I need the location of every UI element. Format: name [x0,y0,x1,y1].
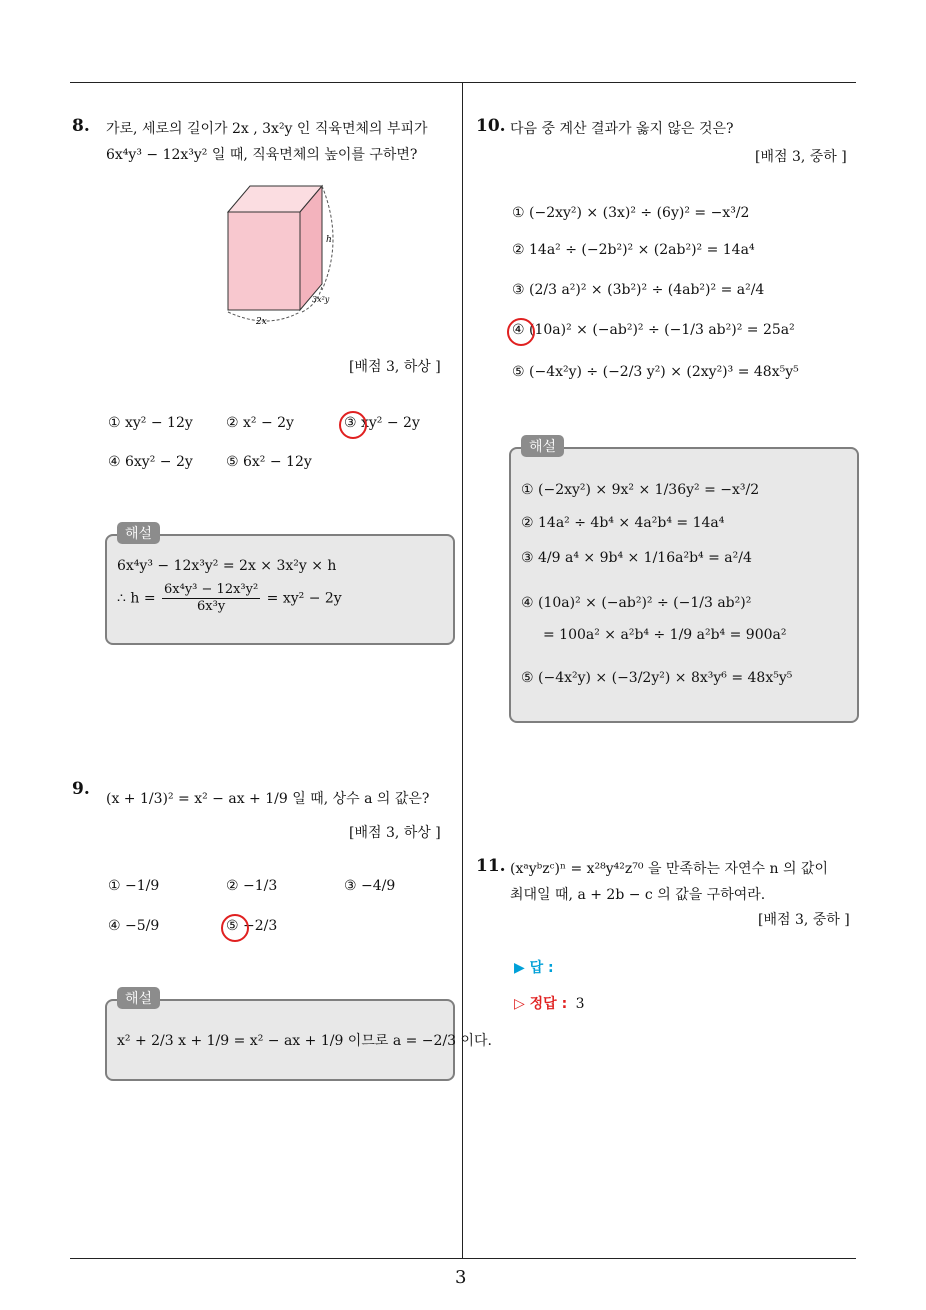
fraction-numerator: 6x⁴y³ − 12x³y² [164,582,259,597]
choice-5: ⑤ 6x² − 12y [226,454,312,470]
solution-line-3: ③ 4/9 a⁴ × 9b⁴ × 1/16a²b⁴ = a²/4 [521,550,752,566]
score-label: [배점 3, 중하 ] [758,912,850,928]
figure-label-depth: 3x²y [312,295,330,304]
solution-result: = xy² − 2y [266,590,342,607]
solution-line-1: 6x⁴y³ − 12x³y² = 2x × 3x²y × h [117,558,337,574]
answer-circle-mark [339,411,367,439]
score-label: [배점 3, 하상 ] [349,825,441,841]
question-text: 가로, 세로의 길이가 2x , 3x²y 인 직육면체의 부피가 [106,121,428,137]
correct-answer-value: 3 [575,996,585,1012]
question-number: 8. [72,116,90,136]
figure-label-width: 2x [256,317,267,327]
choice-1: ① −1/9 [108,878,160,894]
answer-circle-mark [507,318,535,346]
solution-line-2 [117,582,342,615]
choice-4: ④ (10a)² × (−ab²)² ÷ (−1/3 ab²)² = 25a² [512,322,795,338]
solution-line-6: ⑤ (−4x²y) × (−3/2y²) × 8x³y⁶ = 48x⁵y⁵ [521,670,793,686]
top-rule [70,82,856,83]
solution-line-4: ④ (10a)² × (−ab²)² ÷ (−1/3 ab²)² [521,595,752,611]
correct-answer-row [514,993,585,1013]
choice-1: ① (−2xy²) × (3x)² ÷ (6y)² = −x³/2 [512,205,750,221]
choice-3: ③ xy² − 2y [344,415,420,431]
solution-tag: 해설 [117,987,160,1009]
choice-1: ① xy² − 12y [108,415,193,431]
question-text: 최대일 때, a + 2b − c 의 값을 구하여라. [510,887,766,903]
fraction-denominator: 6x³y [197,599,226,614]
choice-2: ② −1/3 [226,878,278,894]
question-text: 다음 중 계산 결과가 옳지 않은 것은? [510,121,734,137]
cuboid-figure [222,180,342,330]
solution-tag: 해설 [117,522,160,544]
choice-4: ④ 6xy² − 2y [108,454,193,470]
page-number: 3 [455,1267,467,1288]
choice-4: ④ −5/9 [108,918,160,934]
question-number: 11. [476,856,506,876]
solution-line-1: ① (−2xy²) × 9x² × 1/36y² = −x³/2 [521,482,760,498]
solution-prefix: ∴ h = [117,590,156,607]
solution-line-5: = 100a² × a²b⁴ ÷ 1/9 a²b⁴ = 900a² [543,627,787,643]
answer-label: ▶ 답 : [514,960,554,976]
choice-5: ⑤ −2/3 [226,918,278,934]
choice-3: ③ −4/9 [344,878,396,894]
solution-fraction [162,582,260,615]
question-number: 10. [476,116,506,136]
score-label: [배점 3, 하상 ] [349,359,441,375]
choice-3: ③ (2/3 a²)² × (3b²)² ÷ (4ab²)² = a²/4 [512,282,765,298]
choice-2: ② x² − 2y [226,415,294,431]
solution-line: x² + 2/3 x + 1/9 = x² − ax + 1/9 이므로 a = −2/3 이다. [117,1033,493,1049]
bottom-rule [70,1258,856,1259]
solution-tag: 해설 [521,435,564,457]
choice-2: ② 14a² ÷ (−2b²)² × (2ab²)² = 14a⁴ [512,242,755,258]
question-text: 6x⁴y³ − 12x³y² 일 때, 직육면체의 높이를 구하면? [106,147,418,163]
solution-line-2: ② 14a² ÷ 4b⁴ × 4a²b⁴ = 14a⁴ [521,515,725,531]
choice-5: ⑤ (−4x²y) ÷ (−2/3 y²) × (2xy²)³ = 48x⁵y⁵ [512,364,799,380]
question-number: 9. [72,779,90,799]
answer-circle-mark [221,914,249,942]
question-text: (x + 1/3)² = x² − ax + 1/9 일 때, 상수 a 의 값은? [106,791,430,807]
score-label: [배점 3, 중하 ] [755,149,847,165]
question-text: (xᵃyᵇzᶜ)ⁿ = x²⁸y⁴²z⁷⁰ 을 만족하는 자연수 n 의 값이 [510,861,828,877]
figure-label-h: h [326,235,332,245]
column-divider [462,83,463,1258]
correct-answer-label: ▷ 정답 : [514,996,568,1012]
